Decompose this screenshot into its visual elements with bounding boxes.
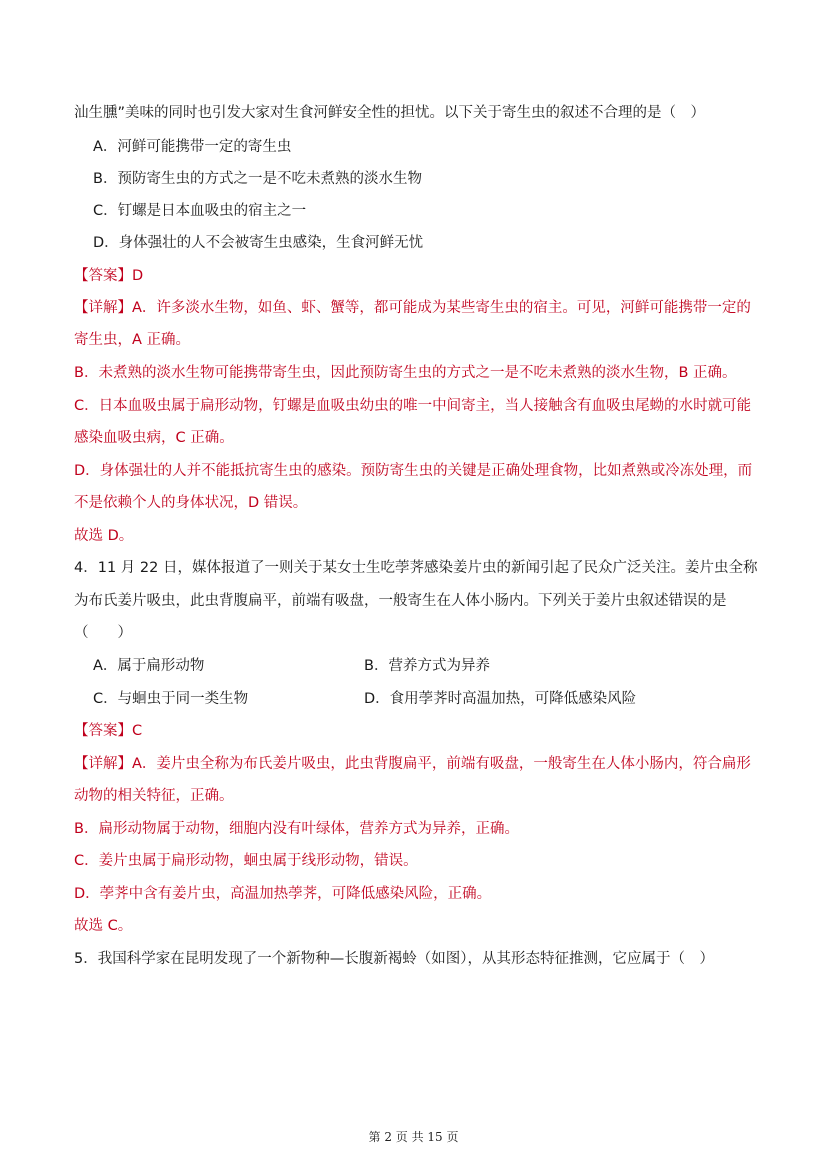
- q4-stem-line: （ ）: [74, 625, 132, 641]
- q3-option-b: B．预防寄生虫的方式之一是不吃未煮熟的淡水生物: [93, 171, 422, 187]
- q4-option-c: C．与蛔虫于同一类生物: [93, 691, 249, 707]
- q3-detail-line: 不是依赖个人的身体状况，D 错误。: [74, 495, 308, 511]
- q4-stem-line: 4．11 月 22 日，媒体报道了一则关于某女士生吃荸荠感染姜片虫的新闻引起了民众广泛关注。姜片虫全称: [74, 560, 758, 576]
- q3-answer: 【答案】D: [74, 268, 144, 284]
- page-number-footer: 第 2 页 共 15 页: [368, 1130, 459, 1144]
- q4-detail-line: C．姜片虫属于扁形动物，蛔虫属于线形动物，错误。: [74, 853, 418, 869]
- q4-answer: 【答案】C: [74, 723, 143, 739]
- q3-option-a: A．河鲜可能携带一定的寄生虫: [93, 139, 292, 155]
- q4-option-b: B．营养方式为异养: [364, 658, 490, 674]
- q3-detail-line: 感染血吸虫病，C 正确。: [74, 430, 234, 446]
- q3-stem: 汕生臐”美味的同时也引发大家对生食河鲜安全性的担忧。以下关于寄生虫的叙述不合理的是（ ）: [74, 105, 706, 121]
- q3-option-c: C．钉螺是日本血吸虫的宿主之一: [93, 203, 307, 219]
- q4-option-d: D．食用荸荠时高温加热，可降低感染风险: [364, 691, 637, 707]
- q3-conclusion: 故选 D。: [74, 528, 134, 544]
- q4-option-a: A．属于扁形动物: [93, 658, 205, 674]
- q5-stem: 5．我国科学家在昆明发现了一个新物种—长腹新褐蛉（如图），从其形态特征推测，它应属于（ ）: [74, 951, 714, 967]
- q3-detail-line: B．未煮熟的淡水生物可能携带寄生虫，因此预防寄生虫的方式之一是不吃未煮熟的淡水生物，B 正确。: [74, 365, 737, 381]
- q4-detail-line: 【详解】A．姜片虫全称为布氏姜片吸虫，此虫背腹扁平，前端有吸盘，一般寄生在人体小肠内，符合扁形: [74, 756, 751, 772]
- q3-detail-line: 【详解】A．许多淡水生物，如鱼、虾、蟹等，都可能成为某些寄生虫的宿主。可见，河鲜可能携带一定的: [74, 300, 751, 316]
- q4-detail-line: D．荸荠中含有姜片虫，高温加热荸荠，可降低感染风险，正确。: [74, 886, 492, 902]
- q3-detail-line: C．日本血吸虫属于扁形动物，钉螺是血吸虫幼虫的唯一中间寄主，当人接触含有血吸虫尾蚴的水时就可能: [74, 398, 752, 414]
- q4-detail-line: 动物的相关特征，正确。: [74, 788, 234, 804]
- q4-detail-line: B．扁形动物属于动物，细胞内没有叶绿体，营养方式为异养，正确。: [74, 821, 519, 837]
- q3-detail-line: D．身体强壮的人并不能抵抗寄生虫的感染。预防寄生虫的关键是正确处理食物，比如煮熟或冷冻处理，而: [74, 463, 753, 479]
- q4-conclusion: 故选 C。: [74, 918, 133, 934]
- q3-detail-line: 寄生虫，A 正确。: [74, 332, 191, 348]
- q3-option-d: D．身体强壮的人不会被寄生虫感染，生食河鲜无忧: [93, 235, 424, 251]
- q4-stem-line: 为布氏姜片吸虫，此虫背腹扁平，前端有吸盘，一般寄生在人体小肠内。下列关于姜片虫叙述错误的是: [74, 593, 727, 609]
